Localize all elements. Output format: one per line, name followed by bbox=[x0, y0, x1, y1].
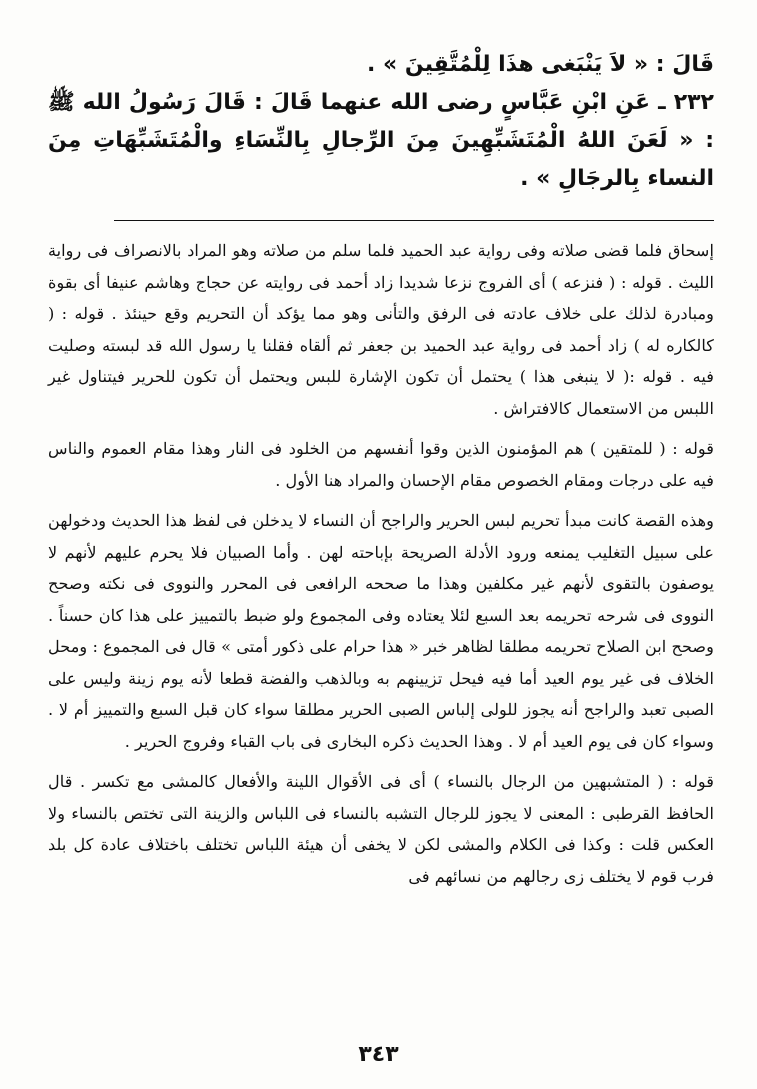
separator-rule bbox=[114, 220, 714, 221]
commentary-paragraph-4: قوله : ( المتشبهين من الرجال بالنساء ) أى فى الأقوال اللينة والأفعال كالمشى مع تكسر . قال الحافظ القرطبى : المعنى لا يجوز للرجال التشبه بالنساء فى اللباس والزينة التى تختص بالنساء ولا العكس قلت : وكذا فى الكلام والمشى لكن لا يخفى أن هيئة اللباس تختلف باختلاف عادة كل بلد فرب قوم لا يختلف زى رجالهم من نسائهم فى bbox=[48, 772, 714, 886]
hadith-text-block bbox=[48, 46, 714, 198]
page-number: ٣٤٣ bbox=[358, 1042, 399, 1067]
commentary-block bbox=[48, 235, 714, 892]
commentary-paragraph-1: إسحاق فلما قضى صلاته وفى رواية عبد الحميد فلما سلم من صلاته وهو المراد بالانصراف فى رواية الليث . قوله : ( فنزعه ) أى الفروج نزعا شديدا زاد أحمد فى روايته عن حجاج وهاشم عنيفا أى بقوة ومبادرة لذلك على خلاف عادته فى الرفق والتأنى وهو مما يؤكد أن التحريم وقع حينئذ . قوله : ( كالكاره له ) زاد أحمد فى رواية عبد الحميد بن جعفر ثم ألقاه فقلنا يا رسول الله قد لبسته وصليت فيه . قوله :( لا ينبغى هذا ) يحتمل أن تكون الإشارة للبس ويحتمل أن تكون للحرير فيتناول غير اللبس من الاستعمال كالافتراش . bbox=[48, 241, 714, 418]
hadith-previous-ending: قَالَ : « لاَ يَنْبَغى هذَا لِلْمُتَّقِينَ » . bbox=[367, 52, 714, 77]
page-content bbox=[48, 46, 714, 901]
commentary-paragraph-3: وهذه القصة كانت مبدأ تحريم لبس الحرير والراجح أن النساء لا يدخلن فى لفظ هذا الحديث ودخولهن على سبيل التغليب يمنعه ورود الأدلة الصريحة بإباحته لهن . وأما الصبيان فلا يحرم عليهم لأنهم لا يوصفون بالتقوى لأنهم غير مكلفين وهذا ما صححه الرافعى فى المحرر والنووى فى نكته وصحح النووى فى شرحه تحريمه بعد السبع لئلا يعتاده وفى المجموع ولو ضبط بالتمييز على هذا كان حسناً . وصحح ابن الصلاح تحريمه مطلقا لظاهر خبر « هذا حرام على ذكور أمتى » قال فى المجموع : ومحل الخلاف فى غير يوم العيد أما فيه فيحل تزيينهم به وبالذهب والفضة قطعا لأنه يوم زينة وليس على الصبى تعبد والراجح أنه يجوز للولى إلباس الصبى الحرير مطلقا سواء كان قبل السبع والتمييز أم لا . وسواء كان فى يوم العيد أم لا . وهذا الحديث ذكره البخارى فى باب القباء وفروج الحرير . bbox=[48, 511, 714, 751]
hadith-232: ٢٣٢ ـ عَنِ ابْنِ عَبَّاسٍ رضى الله عنهما قَالَ : قَالَ رَسُولُ الله ﷺ : « لَعَنَ اللهُ الْمُتَشَبِّهِينَ مِنَ الرِّجالِ بِالنِّسَاءِ والْمُتَشَبِّهَاتِ مِنَ النساء بِالرجَالِ » . bbox=[48, 90, 714, 191]
commentary-paragraph-2: قوله : ( للمتقين ) هم المؤمنون الذين وقوا أنفسهم من الخلود فى النار وهذا مقام العموم والناس فيه على درجات ومقام الخصوص مقام الإحسان والمراد هنا الأول . bbox=[48, 439, 714, 490]
